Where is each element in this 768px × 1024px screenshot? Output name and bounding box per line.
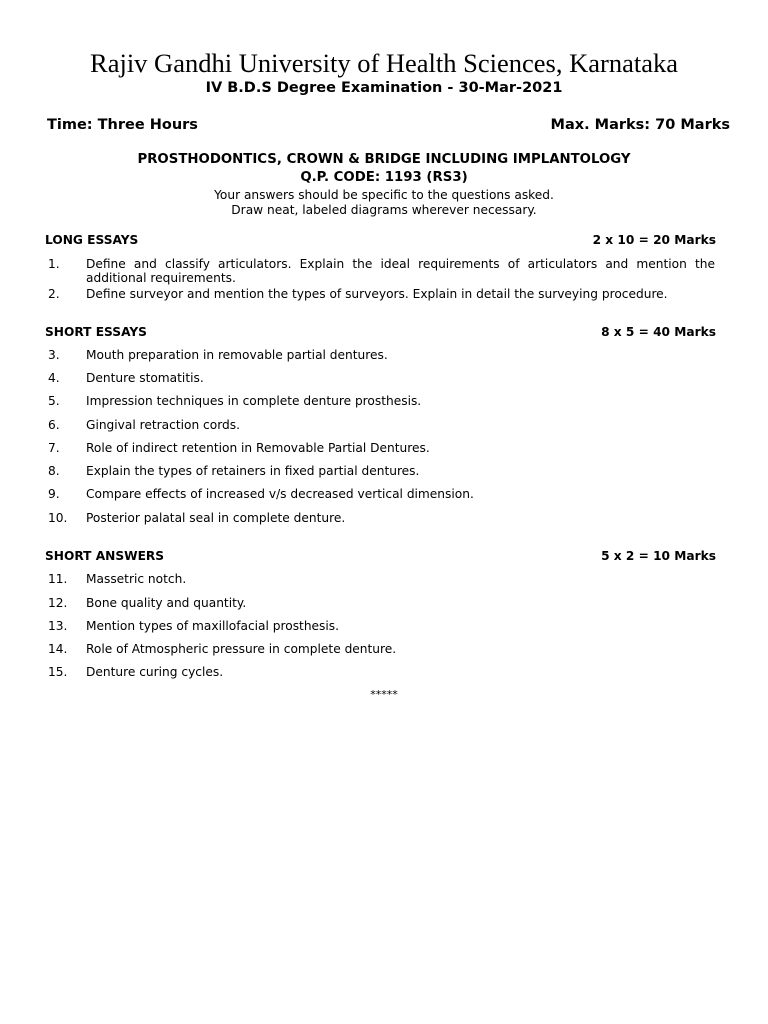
question-text: Define and classify articulators. Explain the ideal requirements of articulators and mention the additional requirements. (86, 257, 715, 285)
subject-title: PROSTHODONTICS, CROWN & BRIDGE INCLUDING IMPLANTOLOGY (137, 152, 631, 167)
question-number: 10. (48, 511, 68, 525)
question-text: Explain the types of retainers in fixed partial dentures. (86, 464, 420, 478)
question-number: 5. (48, 394, 60, 408)
question-number: 14. (48, 642, 68, 656)
question-text: Role of indirect retention in Removable Partial Dentures. (86, 441, 430, 455)
question-number: 4. (48, 371, 60, 385)
question-number: 9. (48, 487, 60, 501)
section-title: SHORT ANSWERS (45, 549, 165, 563)
section-title: LONG ESSAYS (45, 233, 139, 247)
question-number: 8. (48, 464, 60, 478)
question-text: Mention types of maxillofacial prosthesis. (86, 619, 340, 633)
question-text: Impression techniques in complete denture prosthesis. (86, 394, 422, 408)
question-number: 6. (48, 418, 60, 432)
question-number: 7. (48, 441, 60, 455)
question-text: Gingival retraction cords. (86, 418, 240, 432)
instruction-line: Draw neat, labeled diagrams wherever necessary. (231, 203, 537, 217)
question-number: 3. (48, 348, 60, 362)
question-number: 1. (48, 257, 60, 271)
question-number: 15. (48, 665, 68, 679)
exam-duration: Time: Three Hours (47, 117, 198, 133)
section-title: SHORT ESSAYS (45, 325, 147, 339)
question-text: Define surveyor and mention the types of surveyors. Explain in detail the surveying procedure. (86, 287, 668, 301)
section-marks: 5 x 2 = 10 Marks (601, 549, 716, 563)
exam-title: IV B.D.S Degree Examination - 30-Mar-2021 (205, 80, 563, 96)
university-title: Rajiv Gandhi University of Health Sciences, Karnataka (90, 48, 678, 78)
question-text: Mouth preparation in removable partial dentures. (86, 348, 388, 362)
section-marks: 8 x 5 = 40 Marks (601, 325, 716, 339)
question-number: 11. (48, 572, 68, 586)
question-text: Compare effects of increased v/s decreased vertical dimension. (86, 487, 474, 501)
qp-code: Q.P. CODE: 1193 (RS3) (300, 170, 468, 185)
section-marks: 2 x 10 = 20 Marks (592, 233, 716, 247)
question-text: Bone quality and quantity. (86, 596, 247, 610)
end-of-paper-marker: ***** (370, 688, 398, 701)
section-header-long-essays (45, 232, 716, 248)
question-number: 13. (48, 619, 68, 633)
question-text: Denture curing cycles. (86, 665, 224, 679)
question-number: 2. (48, 287, 60, 301)
instruction-line: Your answers should be specific to the questions asked. (214, 188, 554, 202)
max-marks: Max. Marks: 70 Marks (550, 117, 730, 133)
question-number: 12. (48, 596, 68, 610)
section-header-short-answers (45, 548, 716, 564)
question-text: Posterior palatal seal in complete denture. (86, 511, 346, 525)
question-text: Massetric notch. (86, 572, 187, 586)
section-header-short-essays (45, 324, 716, 340)
question-text: Role of Atmospheric pressure in complete denture. (86, 642, 397, 656)
question-text: Denture stomatitis. (86, 371, 204, 385)
